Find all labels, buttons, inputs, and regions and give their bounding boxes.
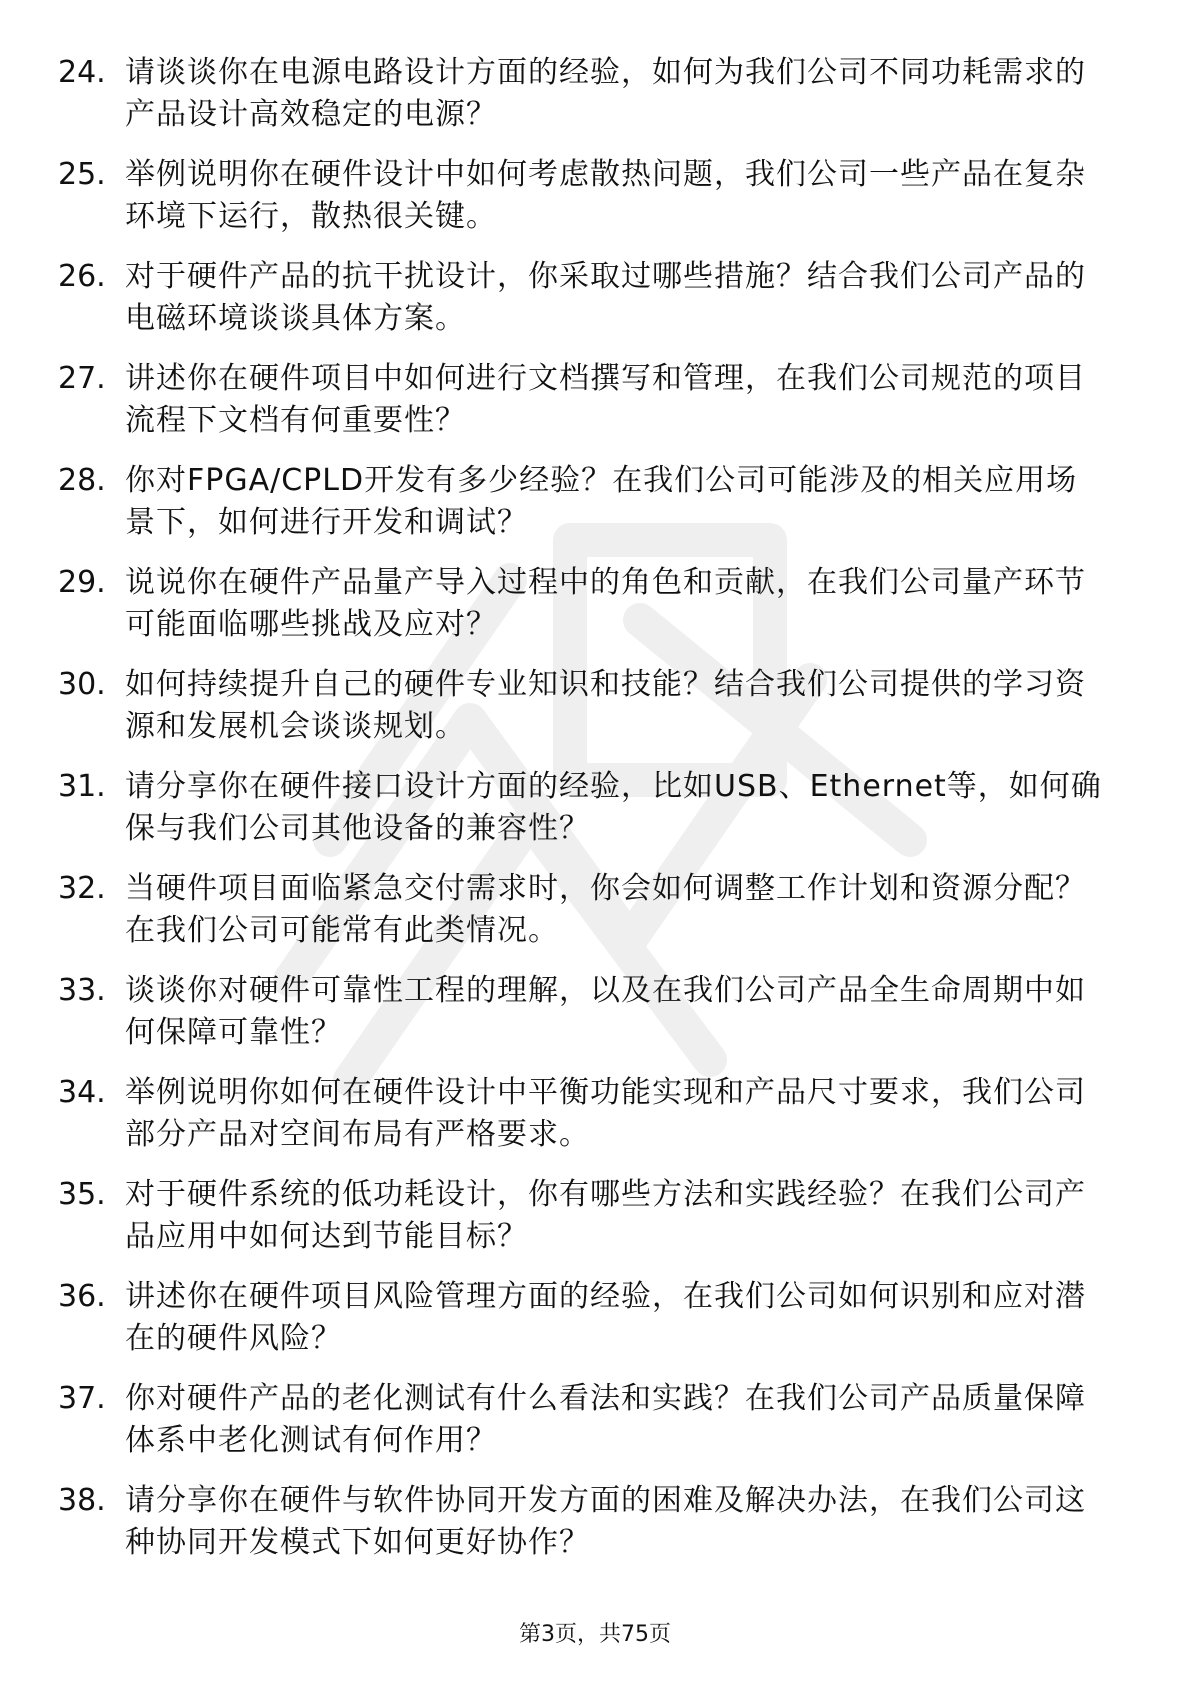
list-item <box>58 562 1108 664</box>
page-footer <box>0 1620 1190 1650</box>
question-text: 对于硬件产品的抗干扰设计，你采取过哪些措施？结合我们公司产品的电磁环境谈谈具体方案。 <box>125 259 1086 336</box>
list-item <box>58 256 1108 358</box>
question-text: 如何持续提升自己的硬件专业知识和技能？结合我们公司提供的学习资源和发展机会谈谈规划。 <box>125 667 1086 744</box>
question-text: 当硬件项目面临紧急交付需求时，你会如何调整工作计划和资源分配？在我们公司可能常有此类情况。 <box>125 871 1086 948</box>
question-number: 27. <box>58 361 106 396</box>
list-item <box>58 664 1108 766</box>
list-item <box>58 154 1108 256</box>
question-text: 请分享你在硬件接口设计方面的经验，比如USB、Ethernet等，如何确保与我们公司其他设备的兼容性？ <box>125 769 1102 846</box>
question-text: 讲述你在硬件项目风险管理方面的经验，在我们公司如何识别和应对潜在的硬件风险？ <box>125 1279 1086 1356</box>
question-number: 32. <box>58 871 106 906</box>
question-number: 37. <box>58 1381 106 1416</box>
question-text: 讲述你在硬件项目中如何进行文档撰写和管理，在我们公司规范的项目流程下文档有何重要性？ <box>125 361 1086 438</box>
question-text: 你对FPGA/CPLD开发有多少经验？在我们公司可能涉及的相关应用场景下，如何进行开发和调试？ <box>125 463 1078 540</box>
question-number: 34. <box>58 1075 106 1110</box>
question-number: 35. <box>58 1177 106 1212</box>
page-number-label: 第3页，共75页 <box>519 1622 671 1647</box>
question-text: 对于硬件系统的低功耗设计，你有哪些方法和实践经验？在我们公司产品应用中如何达到节能目标？ <box>125 1177 1086 1254</box>
list-item <box>58 970 1108 1072</box>
question-text: 你对硬件产品的老化测试有什么看法和实践？在我们公司产品质量保障体系中老化测试有何作用？ <box>125 1381 1086 1458</box>
list-item <box>58 52 1108 154</box>
list-item <box>58 868 1108 970</box>
question-text: 说说你在硬件产品量产导入过程中的角色和贡献，在我们公司量产环节可能面临哪些挑战及应对？ <box>125 565 1086 642</box>
list-item <box>58 766 1108 868</box>
question-text: 请谈谈你在电源电路设计方面的经验，如何为我们公司不同功耗需求的产品设计高效稳定的电源？ <box>125 55 1086 132</box>
list-item <box>58 1480 1108 1582</box>
list-item <box>58 460 1108 562</box>
question-list <box>58 52 1108 1582</box>
question-number: 28. <box>58 463 106 498</box>
question-number: 30. <box>58 667 106 702</box>
question-number: 36. <box>58 1279 106 1314</box>
list-item <box>58 1378 1108 1480</box>
question-number: 25. <box>58 157 106 192</box>
question-text: 举例说明你在硬件设计中如何考虑散热问题，我们公司一些产品在复杂环境下运行，散热很关键。 <box>125 157 1086 234</box>
list-item <box>58 1174 1108 1276</box>
question-number: 26. <box>58 259 106 294</box>
question-number: 24. <box>58 55 106 90</box>
list-item <box>58 1276 1108 1378</box>
question-text: 请分享你在硬件与软件协同开发方面的困难及解决办法，在我们公司这种协同开发模式下如何更好协作？ <box>125 1483 1086 1560</box>
question-number: 31. <box>58 769 106 804</box>
list-item <box>58 1072 1108 1174</box>
list-item <box>58 358 1108 460</box>
question-text: 举例说明你如何在硬件设计中平衡功能实现和产品尺寸要求，我们公司部分产品对空间布局有严格要求。 <box>125 1075 1086 1152</box>
question-number: 38. <box>58 1483 106 1518</box>
question-number: 33. <box>58 973 106 1008</box>
question-number: 29. <box>58 565 106 600</box>
question-text: 谈谈你对硬件可靠性工程的理解，以及在我们公司产品全生命周期中如何保障可靠性？ <box>125 973 1086 1050</box>
